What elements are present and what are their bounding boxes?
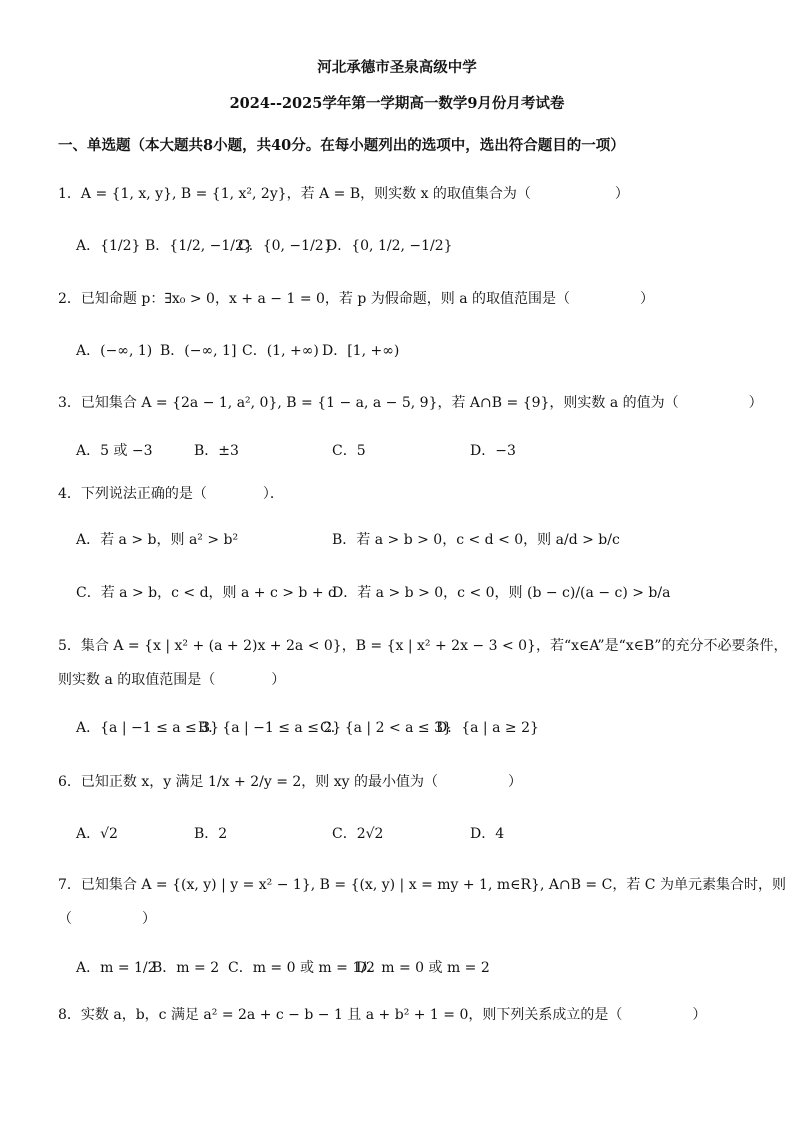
question-2-option-a: A．(−∞, 1) xyxy=(76,343,153,359)
question-7-option-a: A．m = 1/2 xyxy=(76,960,157,976)
question-3-option-a: A．5 或 −3 xyxy=(76,443,153,459)
question-7-stem: 7．已知集合 A = {(x, y) | y = x² − 1}, B = {(x, y) | x = my + 1, m∈R}, A∩B = C，若 C 为单元素集合时，则 xyxy=(58,877,786,893)
school-title: 河北承德市圣泉高级中学 xyxy=(317,59,477,76)
question-1-option-a: A．{1/2} xyxy=(76,238,141,254)
question-2-option-b: B．(−∞, 1] xyxy=(160,343,237,359)
question-3-option-c: C．5 xyxy=(332,443,366,459)
question-1-option-d: D．{0, 1/2, −1/2} xyxy=(326,238,453,254)
question-4-option-c: C．若 a > b，c < d，则 a + c > b + d xyxy=(76,585,337,601)
question-6-option-b: B．2 xyxy=(194,826,228,842)
question-5-stem: 5．集合 A = {x | x² + (a + 2)x + 2a < 0}，B = {x | x² + 2x − 3 < 0}，若“x∈A”是“x∈B”的充分不必要条件， xyxy=(58,638,788,654)
question-4-option-b: B．若 a > b > 0，c < d < 0，则 a/d > b/c xyxy=(332,532,620,548)
question-1-stem: 1．A = {1, x, y}, B = {1, x², 2y}，若 A = B，则实数 x 的取值集合为（ ） xyxy=(58,186,629,202)
question-2-stem: 2．已知命题 p：∃x₀ > 0，x + a − 1 = 0，若 p 为假命题，则 a 的取值范围是（ ） xyxy=(58,291,655,307)
question-5-option-a: A．{a | −1 ≤ a ≤ 3} xyxy=(76,720,220,736)
question-5-option-c: C．{a | 2 < a ≤ 3} xyxy=(320,720,452,736)
question-1-option-b: B．{1/2, −1/2} xyxy=(145,238,253,254)
question-6-stem: 6．已知正数 x，y 满足 1/x + 2/y = 2，则 xy 的最小值为（ ） xyxy=(58,774,522,790)
question-7-option-c: C．m = 0 或 m = 1/2 xyxy=(228,960,375,976)
question-4-option-a: A．若 a > b，则 a² > b² xyxy=(76,532,239,548)
question-2-option-d: D．[1, +∞) xyxy=(322,343,400,359)
question-6-option-a: A．√2 xyxy=(76,826,118,842)
question-3-option-d: D．−3 xyxy=(470,443,516,459)
question-6-option-c: C．2√2 xyxy=(332,826,384,842)
question-6-option-d: D．4 xyxy=(470,826,505,842)
exam-title: 2024--2025学年第一学期高一数学9月份月考试卷 xyxy=(229,95,565,112)
question-2-option-c: C．(1, +∞) xyxy=(242,343,319,359)
question-7-stem-continued: （ ） xyxy=(58,911,156,927)
question-7-option-b: B．m = 2 xyxy=(152,960,220,976)
section-heading: 一、单选题（本大题共8小题，共40分。在每小题列出的选项中，选出符合题目的一项） xyxy=(58,137,625,154)
question-5-stem-continued: 则实数 a 的取值范围是（ ） xyxy=(58,672,286,688)
question-5-option-b: B．{a | −1 ≤ a ≤ 2} xyxy=(198,720,342,736)
question-8-stem: 8．实数 a，b，c 满足 a² = 2a + c − b − 1 且 a + b² + 1 = 0，则下列关系成立的是（ ） xyxy=(58,1007,707,1023)
question-4-stem: 4．下列说法正确的是（ ）． xyxy=(58,486,284,502)
question-3-stem: 3．已知集合 A = {2a − 1, a², 0}, B = {1 − a, a − 5, 9}，若 A∩B = {9}，则实数 a 的值为（ ） xyxy=(58,395,763,411)
question-5-option-d: D．{a | a ≥ 2} xyxy=(436,720,539,736)
question-3-option-b: B．±3 xyxy=(194,443,239,459)
question-1-option-c: C．{0, −1/2} xyxy=(238,238,333,254)
question-7-option-d: D．m = 0 或 m = 2 xyxy=(356,960,490,976)
question-4-option-d: D．若 a > b > 0，c < 0，则 (b − c)/(a − c) > b/a xyxy=(332,585,671,601)
